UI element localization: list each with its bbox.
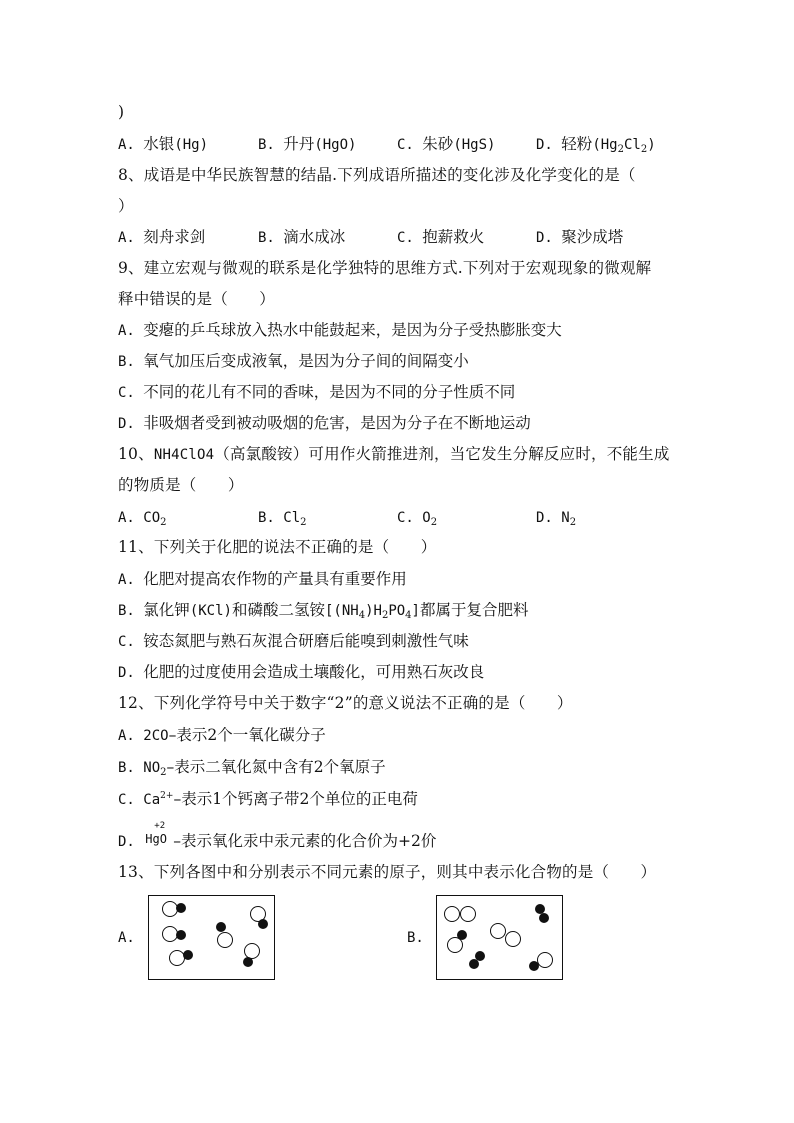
q11-option-c[interactable] [118, 631, 469, 652]
formula: HgO [145, 832, 167, 846]
option-label: D. [118, 416, 144, 432]
option-label: B. [118, 603, 144, 619]
superscript: 2+ [160, 791, 174, 801]
q12-stem: 12、下列化学符号中关于数字“2”的意义说法不正确的是（ ） [118, 694, 573, 712]
formula: Hg [182, 137, 200, 153]
option-text: 氯化钾 [143, 601, 190, 619]
formula: (KCl) [189, 603, 232, 619]
q11-option-a[interactable] [118, 569, 407, 590]
option-label: C. [397, 230, 423, 246]
option-text: 轻粉 [561, 135, 593, 153]
q12-option-d[interactable] [118, 821, 437, 852]
q9-option-a[interactable] [118, 320, 562, 341]
option-label: A. [118, 728, 144, 744]
q8-option-a[interactable] [118, 227, 205, 248]
q7-tail: ) [118, 103, 125, 121]
subscript: 2 [430, 517, 438, 528]
option-text: 都属于复合肥料 [419, 601, 529, 619]
q12-option-a[interactable] [118, 725, 326, 746]
option-label: C. [397, 137, 423, 153]
option-label: A. [118, 323, 144, 339]
option-text: 氧气加压后变成液氧，是因为分子间的间隔变小 [143, 352, 469, 370]
q12-option-b[interactable] [118, 757, 386, 778]
q9-stem-line2: 释中错误的是（ ） [118, 290, 276, 308]
formula-paren: ( [174, 137, 183, 153]
q13-option-b-label[interactable]: B. [407, 930, 424, 946]
option-label: A. [118, 572, 144, 588]
option-label: B. [118, 760, 144, 776]
q13-option-b-diagram[interactable] [436, 895, 566, 981]
option-text: –表示2个一氧化碳分子 [168, 726, 326, 744]
formula: (HgS) [453, 137, 496, 153]
subscript: 2 [160, 767, 167, 778]
option-text: 化肥的过度使用会造成土壤酸化，可用熟石灰改良 [143, 663, 485, 681]
option-label: C. [118, 385, 144, 401]
q11-option-b[interactable] [118, 600, 529, 621]
q10-stem-line1 [118, 444, 670, 465]
formula: CO [143, 510, 161, 526]
valence-formula [143, 821, 173, 846]
option-label: D. [536, 137, 562, 153]
option-label: C. [118, 792, 144, 808]
option-text: 朱砂 [422, 135, 454, 153]
option-text: 滴水成冰 [283, 228, 346, 246]
option-text: –表示二氧化氮中含有2个氧原子 [166, 758, 386, 776]
option-text: 铵态氮肥与熟石灰混合研磨后能嗅到刺激性气味 [143, 632, 469, 650]
subscript: 2 [569, 517, 577, 528]
q10-option-d[interactable] [536, 507, 576, 528]
q7-option-c[interactable] [397, 134, 495, 155]
option-text: 抱薪救火 [422, 228, 485, 246]
q8-stem-line2: ） [118, 197, 134, 215]
formula-paren: ) [199, 137, 209, 153]
subscript: 2 [160, 517, 167, 528]
formula: Cl [283, 510, 301, 526]
subscript: 2 [617, 144, 624, 155]
option-label: D. [536, 230, 562, 246]
option-text: 和磷酸二氢铵 [231, 601, 325, 619]
valence-mark: +2 [154, 821, 166, 831]
q8-option-c[interactable] [397, 227, 484, 248]
formula: )H [365, 603, 382, 619]
q10-stem-line2: 的物质是（ ） [118, 476, 244, 494]
q13-option-a-diagram[interactable] [148, 895, 278, 981]
q10-option-c[interactable] [397, 507, 437, 528]
formula: N [561, 510, 570, 526]
question-text: （高氯酸铵）可用作火箭推进剂，当它发生分解反应时，不能生成 [214, 445, 670, 463]
q7-option-b[interactable] [258, 134, 356, 155]
formula: NO [143, 760, 161, 776]
option-label: B. [258, 510, 284, 526]
option-text: –表示氧化汞中汞元素的化合价为+2价 [173, 832, 437, 850]
subscript: 4 [405, 610, 412, 621]
q8-stem-line1: 8、成语是中华民族智慧的结晶.下列成语所描述的变化涉及化学变化的是（ [118, 166, 636, 184]
option-label: C. [397, 510, 423, 526]
option-text: 刻舟求剑 [143, 228, 206, 246]
subscript: 2 [640, 144, 648, 155]
option-label: B. [258, 230, 284, 246]
q7-option-d[interactable] [536, 134, 656, 155]
formula: NH4ClO4 [153, 447, 215, 463]
q10-option-a[interactable] [118, 507, 167, 528]
q13-stem: 13、下列各图中和分别表示不同元素的原子，则其中表示化合物的是（ ） [118, 863, 657, 881]
subscript: 2 [381, 610, 389, 621]
option-text: 升丹 [283, 135, 315, 153]
option-label: A. [118, 230, 144, 246]
option-label: B. [258, 137, 284, 153]
option-label: A. [118, 510, 144, 526]
option-label: A. [118, 137, 144, 153]
option-label: B. [118, 354, 144, 370]
formula: ] [411, 603, 420, 619]
option-label: D. [118, 665, 144, 681]
option-text: 变瘪的乒乓球放入热水中能鼓起来，是因为分子受热膨胀变大 [143, 321, 562, 339]
q13-option-a-label[interactable]: A. [118, 930, 135, 946]
option-text: 非吸烟者受到被动吸烟的危害，是因为分子在不断地运动 [143, 414, 531, 432]
q9-option-d[interactable] [118, 413, 531, 434]
question-number: 10、 [118, 445, 154, 463]
q9-option-c[interactable] [118, 382, 515, 403]
option-text: 聚沙成塔 [561, 228, 624, 246]
formula: 2CO [143, 728, 169, 744]
q9-stem-line1: 9、建立宏观与微观的联系是化学独特的思维方式.下列对于宏观现象的微观解 [118, 259, 652, 277]
formula: Cl [623, 137, 641, 153]
q8-option-b[interactable] [258, 227, 345, 248]
option-label: C. [118, 634, 144, 650]
formula: PO [388, 603, 406, 619]
option-text: 不同的花儿有不同的香味，是因为不同的分子性质不同 [143, 383, 516, 401]
subscript: 2 [300, 517, 307, 528]
formula: (HgO) [314, 137, 357, 153]
q12-option-c[interactable] [118, 789, 418, 810]
q9-option-b[interactable] [118, 351, 469, 372]
q7-option-a[interactable] [118, 134, 208, 155]
formula: Ca [143, 792, 161, 808]
formula: (Hg [592, 137, 618, 153]
option-label: D. [536, 510, 562, 526]
formula: ) [647, 137, 656, 153]
subscript: 4 [358, 610, 366, 621]
q8-option-d[interactable] [536, 227, 623, 248]
q11-stem: 11、下列关于化肥的说法不正确的是（ ） [118, 538, 437, 556]
option-text: 水银 [143, 135, 175, 153]
option-label: D. [118, 834, 144, 850]
option-text: 化肥对提高农作物的产量具有重要作用 [143, 570, 407, 588]
option-text: –表示1个钙离子带2个单位的正电荷 [173, 790, 418, 808]
formula: O [422, 510, 431, 526]
formula: [(NH [324, 603, 359, 619]
q10-option-b[interactable] [258, 507, 307, 528]
q11-option-d[interactable] [118, 662, 484, 683]
